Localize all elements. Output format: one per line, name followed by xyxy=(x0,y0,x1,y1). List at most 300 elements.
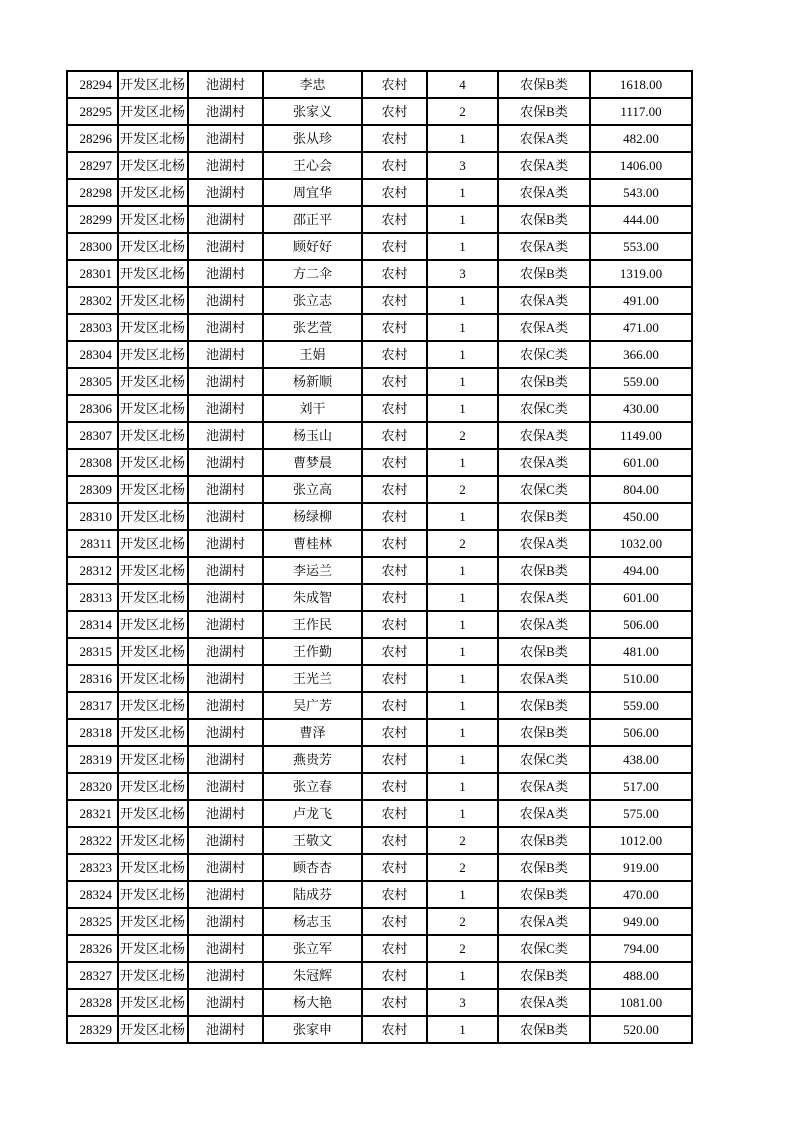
cell-amount: 553.00 xyxy=(590,233,692,260)
cell-insurance-category: 农保A类 xyxy=(498,125,590,152)
cell-record-id: 28297 xyxy=(67,152,118,179)
cell-person-count: 1 xyxy=(427,746,498,773)
cell-name: 杨玉山 xyxy=(263,422,362,449)
cell-record-id: 28306 xyxy=(67,395,118,422)
cell-record-id: 28304 xyxy=(67,341,118,368)
cell-name: 杨志玉 xyxy=(263,908,362,935)
table-row xyxy=(67,341,692,368)
cell-district: 开发区北杨 xyxy=(118,962,188,989)
cell-district: 开发区北杨 xyxy=(118,287,188,314)
table-row xyxy=(67,125,692,152)
cell-name: 刘干 xyxy=(263,395,362,422)
cell-person-count: 1 xyxy=(427,611,498,638)
cell-district: 开发区北杨 xyxy=(118,71,188,98)
cell-insurance-category: 农保A类 xyxy=(498,665,590,692)
cell-amount: 430.00 xyxy=(590,395,692,422)
cell-person-count: 2 xyxy=(427,476,498,503)
cell-village: 池湖村 xyxy=(188,422,263,449)
cell-name: 朱冠辉 xyxy=(263,962,362,989)
cell-insurance-category: 农保B类 xyxy=(498,854,590,881)
table-row xyxy=(67,179,692,206)
cell-amount: 1012.00 xyxy=(590,827,692,854)
cell-insurance-category: 农保B类 xyxy=(498,881,590,908)
cell-district: 开发区北杨 xyxy=(118,1016,188,1043)
cell-residence-type: 农村 xyxy=(362,530,427,557)
cell-amount: 450.00 xyxy=(590,503,692,530)
cell-name: 顾好好 xyxy=(263,233,362,260)
cell-village: 池湖村 xyxy=(188,584,263,611)
table-row xyxy=(67,773,692,800)
cell-insurance-category: 农保A类 xyxy=(498,422,590,449)
cell-amount: 471.00 xyxy=(590,314,692,341)
cell-name: 方二伞 xyxy=(263,260,362,287)
cell-village: 池湖村 xyxy=(188,98,263,125)
cell-insurance-category: 农保B类 xyxy=(498,260,590,287)
cell-village: 池湖村 xyxy=(188,341,263,368)
cell-amount: 488.00 xyxy=(590,962,692,989)
cell-person-count: 2 xyxy=(427,854,498,881)
cell-record-id: 28327 xyxy=(67,962,118,989)
cell-amount: 601.00 xyxy=(590,449,692,476)
cell-record-id: 28307 xyxy=(67,422,118,449)
table-row xyxy=(67,233,692,260)
cell-village: 池湖村 xyxy=(188,395,263,422)
cell-record-id: 28298 xyxy=(67,179,118,206)
cell-district: 开发区北杨 xyxy=(118,692,188,719)
cell-record-id: 28305 xyxy=(67,368,118,395)
cell-record-id: 28301 xyxy=(67,260,118,287)
cell-name: 张立志 xyxy=(263,287,362,314)
cell-district: 开发区北杨 xyxy=(118,233,188,260)
cell-village: 池湖村 xyxy=(188,827,263,854)
table-row xyxy=(67,260,692,287)
cell-residence-type: 农村 xyxy=(362,989,427,1016)
cell-residence-type: 农村 xyxy=(362,233,427,260)
cell-record-id: 28313 xyxy=(67,584,118,611)
cell-village: 池湖村 xyxy=(188,638,263,665)
cell-insurance-category: 农保B类 xyxy=(498,719,590,746)
cell-residence-type: 农村 xyxy=(362,449,427,476)
cell-record-id: 28302 xyxy=(67,287,118,314)
cell-residence-type: 农村 xyxy=(362,395,427,422)
cell-amount: 506.00 xyxy=(590,719,692,746)
cell-amount: 1117.00 xyxy=(590,98,692,125)
table-row xyxy=(67,827,692,854)
table-row xyxy=(67,746,692,773)
cell-residence-type: 农村 xyxy=(362,152,427,179)
cell-district: 开发区北杨 xyxy=(118,611,188,638)
table-row xyxy=(67,692,692,719)
cell-person-count: 1 xyxy=(427,1016,498,1043)
cell-person-count: 1 xyxy=(427,179,498,206)
cell-record-id: 28310 xyxy=(67,503,118,530)
cell-village: 池湖村 xyxy=(188,368,263,395)
table-row xyxy=(67,287,692,314)
cell-village: 池湖村 xyxy=(188,287,263,314)
records-table xyxy=(66,70,693,1044)
cell-name: 曹桂林 xyxy=(263,530,362,557)
cell-village: 池湖村 xyxy=(188,503,263,530)
cell-amount: 575.00 xyxy=(590,800,692,827)
cell-village: 池湖村 xyxy=(188,773,263,800)
cell-village: 池湖村 xyxy=(188,260,263,287)
cell-village: 池湖村 xyxy=(188,530,263,557)
cell-name: 周宜华 xyxy=(263,179,362,206)
cell-village: 池湖村 xyxy=(188,881,263,908)
table-row xyxy=(67,638,692,665)
cell-amount: 804.00 xyxy=(590,476,692,503)
cell-person-count: 3 xyxy=(427,260,498,287)
cell-name: 王心会 xyxy=(263,152,362,179)
cell-record-id: 28318 xyxy=(67,719,118,746)
cell-record-id: 28315 xyxy=(67,638,118,665)
table-row xyxy=(67,152,692,179)
cell-insurance-category: 农保C类 xyxy=(498,395,590,422)
cell-district: 开发区北杨 xyxy=(118,989,188,1016)
cell-insurance-category: 农保A类 xyxy=(498,152,590,179)
cell-district: 开发区北杨 xyxy=(118,449,188,476)
cell-residence-type: 农村 xyxy=(362,476,427,503)
cell-residence-type: 农村 xyxy=(362,125,427,152)
cell-insurance-category: 农保B类 xyxy=(498,98,590,125)
cell-village: 池湖村 xyxy=(188,71,263,98)
cell-residence-type: 农村 xyxy=(362,665,427,692)
cell-record-id: 28295 xyxy=(67,98,118,125)
cell-district: 开发区北杨 xyxy=(118,800,188,827)
cell-name: 王娟 xyxy=(263,341,362,368)
cell-amount: 1618.00 xyxy=(590,71,692,98)
table-row xyxy=(67,800,692,827)
cell-amount: 1032.00 xyxy=(590,530,692,557)
cell-residence-type: 农村 xyxy=(362,854,427,881)
cell-village: 池湖村 xyxy=(188,800,263,827)
cell-record-id: 28328 xyxy=(67,989,118,1016)
cell-record-id: 28329 xyxy=(67,1016,118,1043)
cell-insurance-category: 农保C类 xyxy=(498,476,590,503)
cell-person-count: 1 xyxy=(427,368,498,395)
cell-insurance-category: 农保C类 xyxy=(498,341,590,368)
cell-person-count: 1 xyxy=(427,665,498,692)
cell-village: 池湖村 xyxy=(188,152,263,179)
cell-insurance-category: 农保B类 xyxy=(498,368,590,395)
cell-person-count: 1 xyxy=(427,206,498,233)
cell-person-count: 1 xyxy=(427,962,498,989)
cell-insurance-category: 农保B类 xyxy=(498,206,590,233)
cell-amount: 494.00 xyxy=(590,557,692,584)
cell-district: 开发区北杨 xyxy=(118,314,188,341)
cell-amount: 559.00 xyxy=(590,368,692,395)
cell-district: 开发区北杨 xyxy=(118,854,188,881)
cell-village: 池湖村 xyxy=(188,962,263,989)
cell-amount: 1149.00 xyxy=(590,422,692,449)
cell-residence-type: 农村 xyxy=(362,557,427,584)
table-row xyxy=(67,881,692,908)
cell-person-count: 1 xyxy=(427,125,498,152)
cell-record-id: 28323 xyxy=(67,854,118,881)
cell-name: 张立高 xyxy=(263,476,362,503)
cell-amount: 919.00 xyxy=(590,854,692,881)
cell-insurance-category: 农保A类 xyxy=(498,800,590,827)
cell-residence-type: 农村 xyxy=(362,611,427,638)
cell-residence-type: 农村 xyxy=(362,368,427,395)
cell-residence-type: 农村 xyxy=(362,692,427,719)
cell-residence-type: 农村 xyxy=(362,962,427,989)
cell-amount: 543.00 xyxy=(590,179,692,206)
cell-person-count: 3 xyxy=(427,989,498,1016)
cell-name: 张家申 xyxy=(263,1016,362,1043)
cell-insurance-category: 农保A类 xyxy=(498,179,590,206)
cell-residence-type: 农村 xyxy=(362,1016,427,1043)
cell-village: 池湖村 xyxy=(188,854,263,881)
cell-person-count: 1 xyxy=(427,287,498,314)
cell-insurance-category: 农保B类 xyxy=(498,638,590,665)
cell-person-count: 3 xyxy=(427,152,498,179)
cell-village: 池湖村 xyxy=(188,233,263,260)
cell-record-id: 28316 xyxy=(67,665,118,692)
cell-residence-type: 农村 xyxy=(362,935,427,962)
cell-name: 王光兰 xyxy=(263,665,362,692)
cell-residence-type: 农村 xyxy=(362,638,427,665)
cell-insurance-category: 农保B类 xyxy=(498,557,590,584)
cell-amount: 794.00 xyxy=(590,935,692,962)
cell-person-count: 1 xyxy=(427,638,498,665)
cell-amount: 366.00 xyxy=(590,341,692,368)
cell-district: 开发区北杨 xyxy=(118,368,188,395)
cell-insurance-category: 农保A类 xyxy=(498,233,590,260)
cell-person-count: 4 xyxy=(427,71,498,98)
cell-record-id: 28303 xyxy=(67,314,118,341)
cell-village: 池湖村 xyxy=(188,1016,263,1043)
cell-residence-type: 农村 xyxy=(362,71,427,98)
cell-residence-type: 农村 xyxy=(362,287,427,314)
cell-person-count: 1 xyxy=(427,557,498,584)
cell-insurance-category: 农保A类 xyxy=(498,449,590,476)
cell-district: 开发区北杨 xyxy=(118,719,188,746)
cell-name: 吴广芳 xyxy=(263,692,362,719)
cell-residence-type: 农村 xyxy=(362,584,427,611)
table-body xyxy=(67,71,692,1043)
cell-record-id: 28300 xyxy=(67,233,118,260)
cell-name: 张艺萱 xyxy=(263,314,362,341)
cell-name: 杨绿柳 xyxy=(263,503,362,530)
cell-village: 池湖村 xyxy=(188,179,263,206)
cell-district: 开发区北杨 xyxy=(118,638,188,665)
cell-name: 邵正平 xyxy=(263,206,362,233)
cell-name: 曹梦晨 xyxy=(263,449,362,476)
cell-amount: 1319.00 xyxy=(590,260,692,287)
cell-record-id: 28311 xyxy=(67,530,118,557)
cell-name: 卢龙飞 xyxy=(263,800,362,827)
cell-village: 池湖村 xyxy=(188,692,263,719)
cell-district: 开发区北杨 xyxy=(118,152,188,179)
cell-insurance-category: 农保B类 xyxy=(498,827,590,854)
table-row xyxy=(67,962,692,989)
cell-person-count: 1 xyxy=(427,881,498,908)
table-row xyxy=(67,476,692,503)
cell-record-id: 28314 xyxy=(67,611,118,638)
cell-district: 开发区北杨 xyxy=(118,395,188,422)
cell-insurance-category: 农保C类 xyxy=(498,935,590,962)
cell-residence-type: 农村 xyxy=(362,260,427,287)
cell-district: 开发区北杨 xyxy=(118,98,188,125)
table-row xyxy=(67,314,692,341)
cell-district: 开发区北杨 xyxy=(118,503,188,530)
cell-name: 王作勤 xyxy=(263,638,362,665)
cell-residence-type: 农村 xyxy=(362,908,427,935)
table-row xyxy=(67,71,692,98)
cell-record-id: 28308 xyxy=(67,449,118,476)
cell-insurance-category: 农保B类 xyxy=(498,503,590,530)
cell-amount: 559.00 xyxy=(590,692,692,719)
cell-person-count: 1 xyxy=(427,233,498,260)
cell-residence-type: 农村 xyxy=(362,206,427,233)
cell-residence-type: 农村 xyxy=(362,773,427,800)
table-row xyxy=(67,719,692,746)
cell-name: 张立春 xyxy=(263,773,362,800)
table-row xyxy=(67,611,692,638)
cell-district: 开发区北杨 xyxy=(118,206,188,233)
table-row xyxy=(67,395,692,422)
table-row xyxy=(67,908,692,935)
cell-district: 开发区北杨 xyxy=(118,422,188,449)
cell-district: 开发区北杨 xyxy=(118,530,188,557)
cell-amount: 510.00 xyxy=(590,665,692,692)
cell-name: 陆成芬 xyxy=(263,881,362,908)
cell-person-count: 1 xyxy=(427,341,498,368)
cell-name: 张家义 xyxy=(263,98,362,125)
cell-person-count: 1 xyxy=(427,692,498,719)
table-row xyxy=(67,665,692,692)
cell-name: 李忠 xyxy=(263,71,362,98)
cell-village: 池湖村 xyxy=(188,557,263,584)
cell-person-count: 1 xyxy=(427,800,498,827)
cell-record-id: 28312 xyxy=(67,557,118,584)
cell-amount: 481.00 xyxy=(590,638,692,665)
cell-district: 开发区北杨 xyxy=(118,584,188,611)
cell-person-count: 2 xyxy=(427,908,498,935)
table-row xyxy=(67,584,692,611)
cell-district: 开发区北杨 xyxy=(118,746,188,773)
cell-insurance-category: 农保C类 xyxy=(498,746,590,773)
cell-record-id: 28321 xyxy=(67,800,118,827)
cell-amount: 491.00 xyxy=(590,287,692,314)
table-row xyxy=(67,449,692,476)
cell-record-id: 28317 xyxy=(67,692,118,719)
cell-village: 池湖村 xyxy=(188,449,263,476)
cell-residence-type: 农村 xyxy=(362,314,427,341)
cell-record-id: 28324 xyxy=(67,881,118,908)
cell-insurance-category: 农保A类 xyxy=(498,611,590,638)
cell-name: 燕贵芳 xyxy=(263,746,362,773)
cell-amount: 601.00 xyxy=(590,584,692,611)
cell-amount: 506.00 xyxy=(590,611,692,638)
table-row xyxy=(67,557,692,584)
cell-amount: 1081.00 xyxy=(590,989,692,1016)
cell-person-count: 1 xyxy=(427,503,498,530)
cell-person-count: 2 xyxy=(427,422,498,449)
cell-record-id: 28326 xyxy=(67,935,118,962)
cell-district: 开发区北杨 xyxy=(118,827,188,854)
table-row xyxy=(67,1016,692,1043)
cell-record-id: 28322 xyxy=(67,827,118,854)
cell-person-count: 1 xyxy=(427,584,498,611)
cell-residence-type: 农村 xyxy=(362,503,427,530)
cell-district: 开发区北杨 xyxy=(118,881,188,908)
table-row xyxy=(67,206,692,233)
cell-amount: 438.00 xyxy=(590,746,692,773)
cell-district: 开发区北杨 xyxy=(118,557,188,584)
cell-person-count: 2 xyxy=(427,935,498,962)
cell-district: 开发区北杨 xyxy=(118,665,188,692)
cell-district: 开发区北杨 xyxy=(118,935,188,962)
cell-person-count: 1 xyxy=(427,314,498,341)
cell-residence-type: 农村 xyxy=(362,800,427,827)
cell-insurance-category: 农保A类 xyxy=(498,314,590,341)
cell-insurance-category: 农保B类 xyxy=(498,71,590,98)
cell-record-id: 28320 xyxy=(67,773,118,800)
cell-record-id: 28309 xyxy=(67,476,118,503)
table-row xyxy=(67,854,692,881)
cell-district: 开发区北杨 xyxy=(118,341,188,368)
cell-village: 池湖村 xyxy=(188,611,263,638)
cell-record-id: 28296 xyxy=(67,125,118,152)
table-row xyxy=(67,935,692,962)
cell-village: 池湖村 xyxy=(188,125,263,152)
cell-record-id: 28319 xyxy=(67,746,118,773)
cell-insurance-category: 农保A类 xyxy=(498,908,590,935)
cell-insurance-category: 农保A类 xyxy=(498,773,590,800)
cell-residence-type: 农村 xyxy=(362,719,427,746)
cell-insurance-category: 农保B类 xyxy=(498,692,590,719)
cell-person-count: 2 xyxy=(427,827,498,854)
cell-residence-type: 农村 xyxy=(362,746,427,773)
cell-insurance-category: 农保A类 xyxy=(498,989,590,1016)
cell-village: 池湖村 xyxy=(188,476,263,503)
table-row xyxy=(67,368,692,395)
cell-district: 开发区北杨 xyxy=(118,260,188,287)
cell-residence-type: 农村 xyxy=(362,422,427,449)
cell-insurance-category: 农保B类 xyxy=(498,962,590,989)
cell-amount: 520.00 xyxy=(590,1016,692,1043)
cell-record-id: 28325 xyxy=(67,908,118,935)
cell-insurance-category: 农保A类 xyxy=(498,287,590,314)
cell-residence-type: 农村 xyxy=(362,827,427,854)
cell-residence-type: 农村 xyxy=(362,341,427,368)
table-row xyxy=(67,422,692,449)
cell-district: 开发区北杨 xyxy=(118,179,188,206)
cell-amount: 949.00 xyxy=(590,908,692,935)
cell-residence-type: 农村 xyxy=(362,98,427,125)
cell-person-count: 1 xyxy=(427,449,498,476)
cell-residence-type: 农村 xyxy=(362,881,427,908)
cell-amount: 517.00 xyxy=(590,773,692,800)
cell-village: 池湖村 xyxy=(188,206,263,233)
cell-village: 池湖村 xyxy=(188,935,263,962)
cell-district: 开发区北杨 xyxy=(118,476,188,503)
cell-name: 顾杏杏 xyxy=(263,854,362,881)
cell-amount: 470.00 xyxy=(590,881,692,908)
cell-person-count: 1 xyxy=(427,395,498,422)
cell-village: 池湖村 xyxy=(188,989,263,1016)
cell-insurance-category: 农保A类 xyxy=(498,530,590,557)
cell-name: 李运兰 xyxy=(263,557,362,584)
cell-person-count: 1 xyxy=(427,773,498,800)
cell-person-count: 2 xyxy=(427,98,498,125)
cell-name: 朱成智 xyxy=(263,584,362,611)
cell-name: 张立军 xyxy=(263,935,362,962)
cell-residence-type: 农村 xyxy=(362,179,427,206)
cell-village: 池湖村 xyxy=(188,314,263,341)
